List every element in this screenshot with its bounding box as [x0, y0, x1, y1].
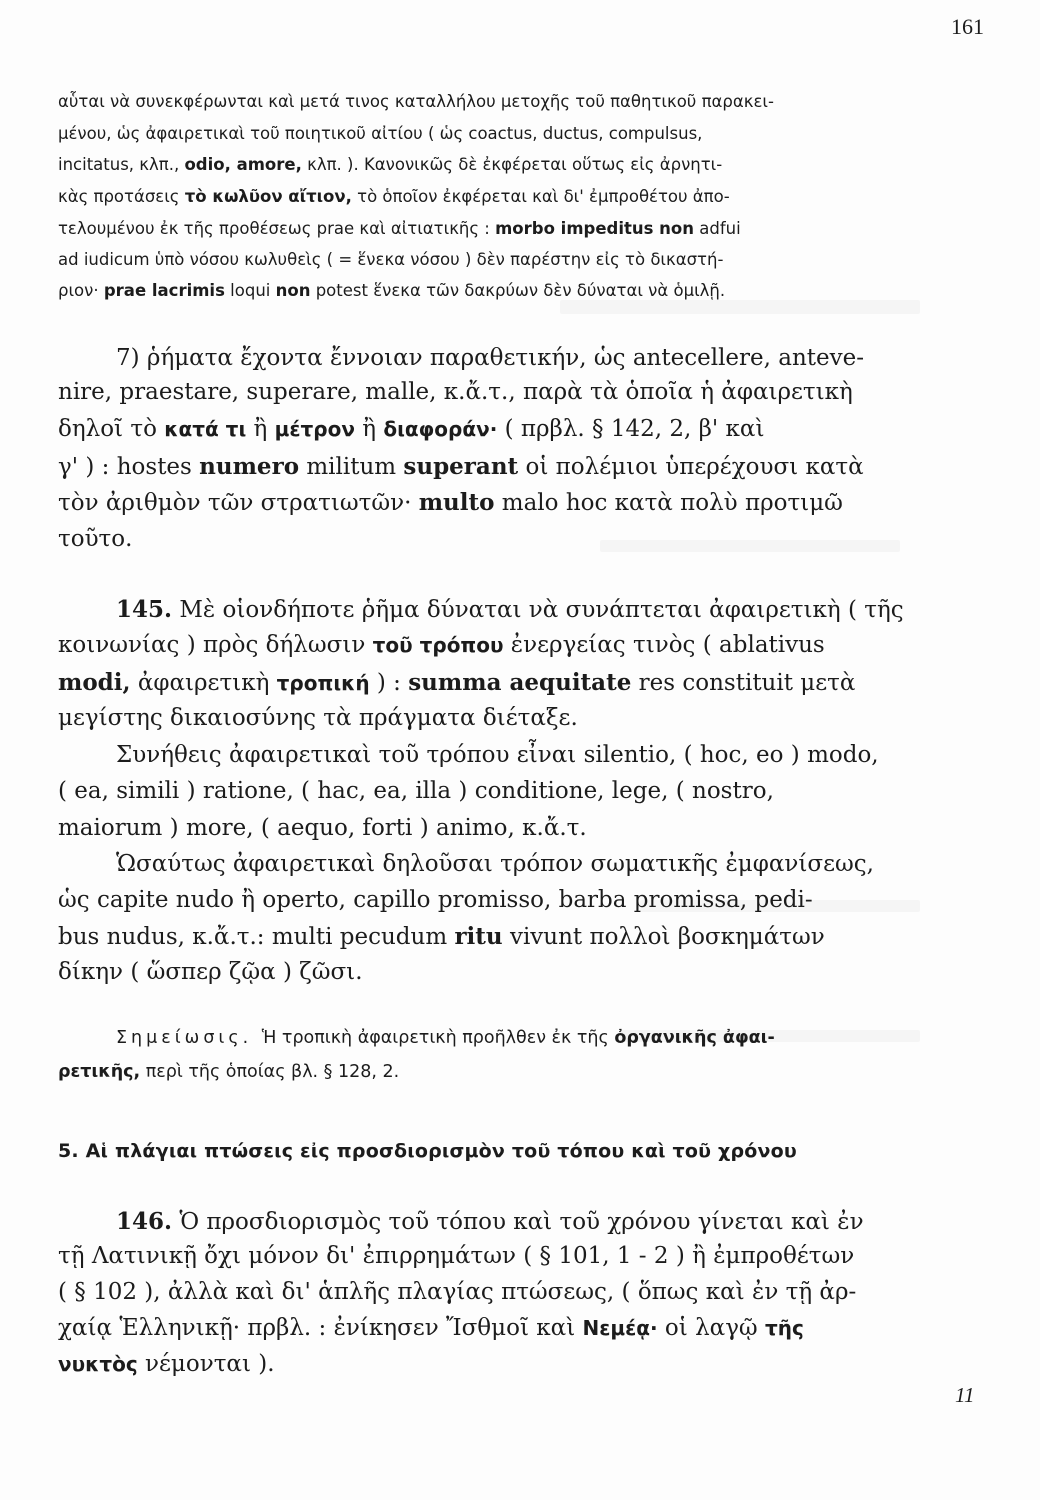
text-line — [58, 1351, 275, 1377]
text-line — [58, 489, 843, 516]
text-span: νέμονται ). — [137, 1351, 275, 1377]
text-line: ( § 102 ), ἀλλὰ καὶ δι' ἁπλῆς πλαγίας πτώσεως, ( ὅπως καὶ ἐν τῇ ἀρ- — [58, 1279, 857, 1305]
text-span: potest ἕνεκα τῶν δακρύων δὲν δύναται νὰ ὁμιλῇ. — [310, 281, 726, 300]
text-line — [58, 453, 864, 480]
text-line: μεγίστης δικαιοσύνης τὰ πράγματα διέταξε. — [58, 705, 578, 731]
bleed-through — [560, 300, 920, 314]
signature-mark: 11 — [955, 1383, 975, 1407]
text-span: οἱ πολέμιοι ὑπερέχουσι κατὰ — [518, 454, 864, 480]
text-span: loqui — [224, 281, 276, 300]
text-line: ( ea, simili ) ratione, ( hac, ea, illa ) conditione, lege, ( nostro, — [58, 778, 774, 804]
text-span: ) : — [369, 670, 409, 696]
text-line — [58, 669, 855, 696]
text-line: Συνήθεις ἀφαιρετικαὶ τοῦ τρόπου εἶναι silentio, ( hoc, eo ) modo, — [116, 742, 879, 768]
text-span: Μὲ οἱονδήποτε ῥῆμα δύναται νὰ συνάπτεται ἀφαιρετικὴ ( τῆς — [172, 597, 904, 623]
text-span: κοινωνίας ) πρὸς δήλωσιν — [58, 632, 373, 658]
bold-term: odio, amore, — [184, 155, 302, 174]
text-span: κὰς προτάσεις — [58, 187, 185, 206]
bold-term: Νεμέᾳ· — [582, 1316, 658, 1340]
text-span: Ὁ προσδιορισμὸς τοῦ τόπου καὶ τοῦ χρόνου γίνεται καὶ ἐν — [172, 1209, 864, 1235]
bold-term: ρετικῆς, — [58, 1062, 141, 1082]
bold-term: διαφοράν· — [383, 417, 498, 441]
text-span: vivunt πολλοὶ βοσκημάτων — [502, 924, 825, 950]
bold-term: modi, — [58, 669, 131, 696]
bold-term: τροπική — [276, 671, 370, 695]
text-line — [58, 187, 730, 206]
text-line: ad iudicum ὑπὸ νόσου κωλυθεὶς ( = ἕνεκα νόσου ) δὲν παρέστην εἰς τὸ δικαστή- — [58, 250, 724, 269]
text-line: δίκην ( ὥσπερ ζῷα ) ζῶσι. — [58, 959, 363, 985]
text-line — [58, 632, 825, 658]
text-span: χαίᾳ Ἑλληνικῇ· πρβλ. : ἐνίκησεν Ἴσθμοῖ καὶ — [58, 1315, 583, 1341]
bold-term: ritu — [454, 923, 503, 950]
page-number: 161 — [951, 14, 984, 39]
text-span: τὸν ἀριθμὸν τῶν στρατιωτῶν· — [58, 490, 419, 516]
bold-term: prae lacrimis — [103, 281, 225, 300]
text-span: περὶ τῆς ὁποίας βλ. § 128, 2. — [140, 1062, 400, 1082]
text-span: res constituit μετὰ — [631, 670, 856, 696]
bold-term: superant — [403, 453, 519, 480]
section-number: 145. — [116, 596, 173, 623]
text-span: δηλοῖ τὸ — [58, 416, 165, 442]
text-line: 7) ῥήματα ἔχοντα ἔννοιαν παραθετικήν, ὡς antecellere, anteve- — [116, 345, 865, 371]
text-span: ἐνεργείας τινὸς ( ablativus — [503, 632, 825, 658]
text-line — [58, 923, 825, 950]
text-line: nire, praestare, superare, malle, κ.ἄ.τ., παρὰ τὰ ὁποῖα ἡ ἀφαιρετικὴ — [58, 379, 853, 405]
text-span: ἢ — [246, 416, 275, 442]
text-span: Ἡ τροπικὴ ἀφαιρετικὴ προῆλθεν ἐκ τῆς — [261, 1028, 615, 1048]
note-line — [116, 1028, 775, 1048]
text-line — [58, 281, 725, 300]
text-line: maiorum ) more, ( aequo, forti ) animo, κ.ἄ.τ. — [58, 815, 587, 841]
bold-term: τὸ κωλῦον αἴτιον, — [184, 187, 352, 206]
text-line: τῇ Λατινικῇ ὄχι μόνον δι' ἐπιρρημάτων ( § 101, 1 - 2 ) ἢ ἐμπροθέτων — [58, 1243, 855, 1269]
bold-term: morbo impeditus non — [495, 219, 695, 238]
section-number: 146. — [116, 1208, 173, 1235]
text-line — [58, 155, 722, 174]
text-span: incitatus, κλπ., — [58, 155, 185, 174]
bold-term: μέτρον — [274, 417, 355, 441]
text-span: γ' ) : hostes — [58, 454, 200, 480]
text-line: ὡς capite nudo ἢ operto, capillo promisso, barba promissa, pedi- — [58, 887, 813, 913]
bold-term: κατά τι — [164, 417, 247, 441]
text-line: τοῦτο. — [58, 526, 133, 552]
text-span: ἢ — [354, 416, 384, 442]
bold-term: τοῦ τρόπου — [372, 633, 504, 657]
text-span: τελουμένου ἐκ τῆς προθέσεως prae καὶ αἰτιατικῆς : — [58, 219, 496, 238]
text-span: bus nudus, κ.ἄ.τ.: multi pecudum — [58, 924, 455, 950]
text-line — [58, 219, 741, 238]
text-span: ἀφαιρετικὴ — [130, 670, 277, 696]
bold-term: τῆς — [765, 1316, 804, 1340]
text-span: adfui — [694, 219, 741, 238]
text-line: Ὡσαύτως ἀφαιρετικαὶ δηλοῦσαι τρόπον σωματικῆς ἐμφανίσεως, — [116, 851, 874, 877]
text-span: κλπ. ). Κανονικῶς δὲ ἐκφέρεται οὕτως εἰς ἀρνητι- — [301, 155, 723, 174]
text-span: οἱ λαγῷ — [657, 1315, 766, 1341]
section-heading: 5. Αἱ πλάγιαι πτώσεις εἰς προσδιορισμὸν τοῦ τόπου καὶ τοῦ χρόνου — [58, 1140, 797, 1162]
bold-term: summa aequitate — [408, 669, 632, 696]
bleed-through — [600, 540, 900, 552]
text-line: αὗται νὰ συνεκφέρωνται καὶ μετά τινος καταλλήλου μετοχῆς τοῦ παθητικοῦ παρακει- — [58, 92, 774, 111]
text-line — [116, 596, 904, 623]
text-line: μένου, ὡς ἀφαιρετικαὶ τοῦ ποιητικοῦ αἰτίου ( ὡς coactus, ductus, compulsus, — [58, 124, 703, 143]
text-span: ( πρβλ. § 142, 2, β' καὶ — [497, 416, 765, 442]
bold-term: non — [275, 281, 311, 300]
note-label: Σημείωσις. — [116, 1028, 262, 1048]
note-line — [58, 1062, 399, 1082]
text-line — [116, 1208, 864, 1235]
text-span: τὸ ὁποῖον ἐκφέρεται καὶ δι' ἐμπροθέτου ἀπο- — [351, 187, 730, 206]
text-line — [58, 1315, 804, 1341]
text-span: malo hoc κατὰ πολὺ προτιμῶ — [494, 490, 843, 516]
bold-term: ὀργανικῆς ἀφαι- — [614, 1028, 775, 1048]
text-span: ριον· — [58, 281, 104, 300]
bold-term: multo — [418, 489, 495, 516]
text-line — [58, 416, 764, 442]
bold-term: numero — [199, 453, 300, 480]
text-span: militum — [299, 454, 404, 480]
bold-term: νυκτὸς — [58, 1352, 138, 1376]
